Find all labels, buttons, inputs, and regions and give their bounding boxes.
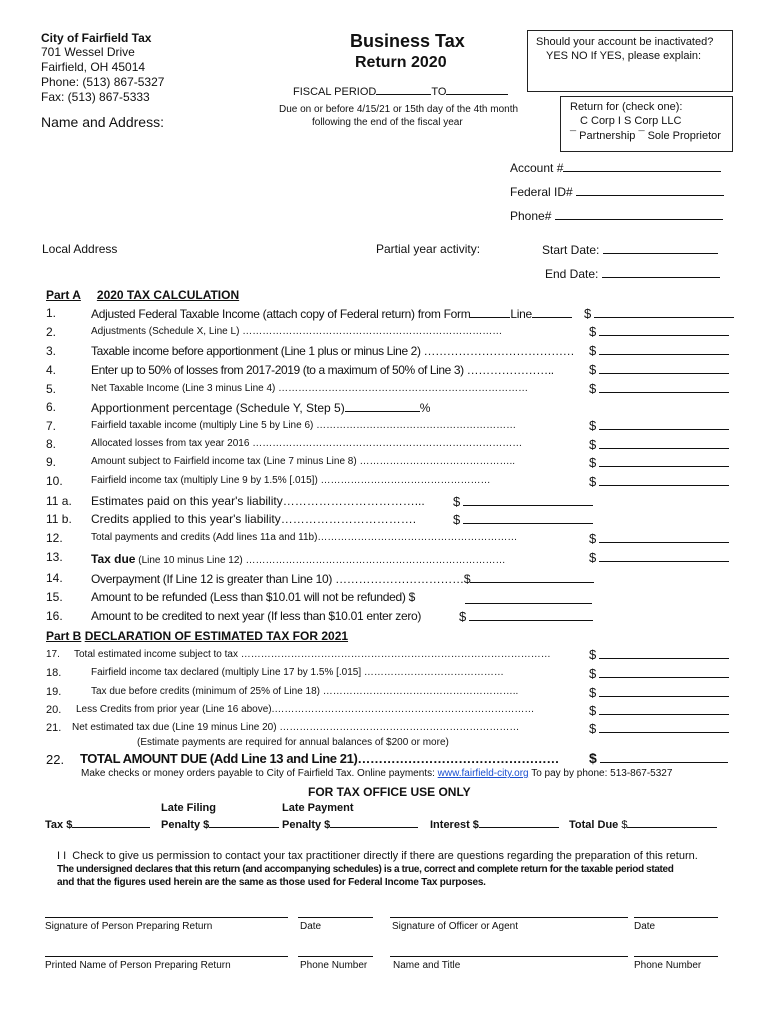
printed-name-label: Printed Name of Person Preparing Return (45, 960, 231, 971)
line-number: 19. (46, 686, 62, 698)
line-9-amount[interactable]: $ (589, 455, 729, 470)
fiscal-period-start-field[interactable] (376, 83, 431, 95)
line-text (91, 306, 572, 321)
fax-number: Fax: (513) 867-5333 (41, 90, 150, 104)
line-number: 20. (46, 704, 62, 716)
fiscal-period-end-field[interactable] (446, 83, 508, 95)
address-line-1: 701 Wessel Drive (41, 45, 135, 59)
line-22-amount[interactable]: $ (589, 750, 728, 766)
late-payment-penalty-label: Penalty $ (282, 819, 331, 831)
line-2-text: Adjustments (Schedule X, Line L) …………………………………………………………………… (91, 326, 503, 337)
line-number: 21. (46, 722, 62, 734)
total-due-dollar: $ (621, 819, 628, 831)
local-address-label: Local Address (42, 242, 118, 256)
return-for-label: Return for (check one): (570, 101, 683, 113)
part-b-label: Part B (46, 629, 82, 643)
line-18-amount[interactable]: $ (589, 666, 729, 681)
federal-id-field[interactable] (576, 184, 724, 196)
line-6-text (91, 400, 430, 415)
office-late-filing (161, 816, 279, 831)
payable-note (81, 768, 672, 779)
form-title: Business Tax (350, 31, 465, 51)
account-label: Account # (510, 161, 564, 175)
line-10-text: Fairfield income tax (multiply Line 9 by 1.5% [.015]) …………………………………………… (91, 475, 491, 486)
line-19-text: Tax due before credits (minimum of 25% of Line 18) ………………………………………………….. (91, 686, 519, 697)
permission-row (57, 850, 698, 862)
line-number: 7. (46, 419, 57, 433)
inactivate-question: Should your account be inactivated? (536, 36, 714, 48)
line-16-amount[interactable]: $ (459, 609, 593, 624)
line-19-amount[interactable]: $ (589, 685, 729, 700)
line-16-text: Amount to be credited to next year (If less than $10.01 enter zero) (91, 609, 422, 623)
line-field[interactable] (532, 306, 572, 318)
line-11a-amount[interactable]: $ (453, 494, 593, 509)
late-filing-penalty-label: Penalty $ (161, 819, 210, 831)
refund-field[interactable] (465, 603, 592, 604)
tax-due-text: (Line 10 minus Line 12) …………………………………………………………………… (135, 555, 506, 566)
start-date-label: Start Date: (542, 243, 600, 257)
line-number: 6. (46, 400, 57, 414)
line-number: 11 a. (46, 494, 72, 508)
interest-field[interactable] (479, 816, 559, 828)
date-line-2[interactable] (634, 917, 718, 918)
name-title-label: Name and Title (393, 960, 461, 971)
fiscal-period-label: FISCAL PERIOD (293, 86, 377, 98)
line-number: 18. (46, 667, 62, 679)
line-number: 12. (46, 531, 63, 545)
part-a-header (46, 288, 239, 302)
line-5-text: Net Taxable Income (Line 3 minus Line 4) ………………………………………………………………… (91, 383, 529, 394)
phone-field-row (510, 208, 723, 223)
account-number (510, 160, 721, 175)
permission-checkbox[interactable]: I I (57, 850, 67, 862)
city-name: City of Fairfield Tax (41, 31, 152, 45)
total-due-label: Total Due (569, 819, 619, 831)
overpayment-field[interactable] (470, 571, 594, 583)
line-number: 1. (46, 306, 57, 320)
form-field[interactable] (470, 306, 510, 318)
line-2-amount[interactable]: $ (589, 324, 729, 339)
federal-id-label: Federal ID# (510, 185, 573, 199)
line-13-text (91, 550, 506, 568)
phone-label-2: Phone Number (634, 960, 702, 971)
line-number: 11 b. (46, 512, 72, 526)
end-date-label: End Date: (545, 267, 599, 281)
line-3-text: Taxable income before apportionment (Line 1 plus or minus Line 2) ………………………………… (91, 344, 575, 358)
line-number: 8. (46, 437, 57, 451)
end-date-field[interactable] (602, 266, 720, 278)
start-date (542, 242, 718, 257)
phone-line-2[interactable] (634, 956, 718, 957)
line-13-amount[interactable]: $ (589, 550, 729, 565)
line-10-amount[interactable]: $ (589, 474, 729, 489)
office-tax-field[interactable] (72, 816, 150, 828)
percent-sign: % (419, 401, 431, 415)
office-interest (430, 816, 559, 831)
total-due-field[interactable] (627, 816, 717, 828)
tax-due-label: Tax due (91, 552, 136, 566)
partial-year-label: Partial year activity: (376, 242, 481, 256)
end-date (545, 266, 720, 281)
line-8-text: Allocated losses from tax year 2016 ……………………………………………………………………… (91, 438, 523, 449)
phone-line-1[interactable] (298, 956, 373, 957)
line-number: 16. (46, 609, 63, 623)
line-6-label: Apportionment percentage (Schedule Y, Step 5) (91, 401, 345, 415)
part-a-title: 2020 TAX CALCULATION (96, 288, 240, 302)
account-field[interactable] (563, 160, 721, 172)
address-line-2: Fairfield, OH 45014 (41, 60, 146, 74)
preparer-signature-line[interactable] (45, 917, 288, 918)
permission-text: Check to give us permission to contact your tax practitioner directly if there are questions regarding the preparation of this return. (72, 850, 698, 862)
line-1-text: Adjusted Federal Taxable Income (attach copy of Federal return) from Form (91, 307, 471, 321)
pay-by-phone-text: To pay by phone: 513-867-5327 (528, 768, 673, 779)
date-line-1[interactable] (298, 917, 373, 918)
overpayment-label: Overpayment (If Line 12 is greater than Line 10) …………………………… (91, 572, 464, 586)
date-label-2: Date (634, 921, 656, 932)
estimate-note: (Estimate payments are required for annual balances of $200 or more) (137, 737, 449, 748)
tax-label: Tax $ (45, 819, 73, 831)
line-number: 15. (46, 590, 63, 604)
line-20-amount[interactable]: $ (589, 703, 729, 718)
line-number: 22. (46, 752, 65, 767)
due-date-text-2: following the end of the fiscal year (312, 117, 463, 128)
line-17-text: Total estimated income subject to tax ………………………………………………………………………………… (74, 649, 551, 660)
part-b-title: DECLARATION OF ESTIMATED TAX FOR 2021 (84, 629, 349, 643)
line-21-amount[interactable]: $ (589, 721, 729, 736)
line-number: 10. (46, 474, 63, 488)
start-date-field[interactable] (603, 242, 718, 254)
phone-label: Phone# (510, 209, 552, 223)
interest-label: Interest $ (430, 819, 479, 831)
phone-label-1: Phone Number (300, 960, 368, 971)
line-11b-text: Credits applied to this year's liability……………………………. (91, 512, 417, 526)
line-22-text: TOTAL AMOUNT DUE (Add Line 13 and Line 21)………………………………………… (80, 751, 560, 766)
name-address-label: Name and Address: (41, 114, 164, 130)
line-number: 5. (46, 382, 57, 396)
line-12-text: Total payments and credits (Add lines 11a and 11b)…………………………………………………… (91, 532, 518, 543)
line-11a-text: Estimates paid on this year's liability……………………………... (91, 494, 425, 508)
line-21-text: Net estimated tax due (Line 19 minus Line 20) ……………………………………………………………… (72, 722, 520, 733)
line-number: 17. (46, 649, 60, 660)
line-label: Line (510, 307, 532, 321)
officer-signature-line[interactable] (390, 917, 628, 918)
return-type-row-1[interactable]: C Corp I S Corp LLC (580, 115, 682, 127)
line-7-amount[interactable]: $ (589, 418, 729, 433)
apportionment-field[interactable] (345, 400, 420, 412)
line-number: 14. (46, 571, 63, 585)
office-late-payment (282, 816, 418, 831)
officer-signature-label: Signature of Officer or Agent (392, 921, 519, 932)
name-title-line[interactable] (390, 956, 628, 957)
line-17-amount[interactable]: $ (589, 647, 729, 662)
declaration-text-1: The undersigned declares that this return (and accompanying schedules) is a true, correct and complete return for the taxable period stated (57, 864, 674, 875)
line-7-text: Fairfield taxable income (multiply Line 5 by Line 6) …………………………………………………… (91, 420, 517, 431)
fairfield-website-link[interactable]: www.fairfield-city.org (437, 768, 529, 779)
line-number: 13. (46, 550, 63, 564)
line-number: 9. (46, 455, 57, 469)
date-label-1: Date (300, 921, 322, 932)
late-filing-label: Late Filing (161, 802, 216, 814)
line-number: 4. (46, 363, 57, 377)
form-subtitle: Return 2020 (355, 54, 447, 71)
line-18-text: Fairfield income tax declared (multiply Line 17 by 1.5% [.015] …………………………………… (91, 667, 504, 678)
printed-name-line[interactable] (45, 956, 288, 957)
line-12-amount[interactable]: $ (589, 531, 729, 546)
federal-id (510, 184, 724, 199)
line-4-text: Enter up to 50% of losses from 2017-2019 (to a maximum of 50% of Line 3) ………………….. (91, 363, 554, 377)
phone-number: Phone: (513) 867-5327 (41, 75, 165, 89)
line-1-amount[interactable]: $ (584, 306, 734, 321)
line-15-text: Amount to be refunded (Less than $10.01 will not be refunded) $ (91, 590, 415, 604)
inactivate-options[interactable]: YES NO If YES, please explain: (546, 50, 702, 62)
line-5-amount[interactable]: $ (589, 381, 729, 396)
line-11b-amount[interactable]: $ (453, 512, 593, 527)
line-4-amount[interactable]: $ (589, 362, 729, 377)
line-3-amount[interactable]: $ (589, 343, 729, 358)
part-b-header (46, 629, 348, 643)
late-payment-field[interactable] (330, 816, 418, 828)
line-20-text: Less Credits from prior year (Line 16 above).…………………………………………………………………… (76, 704, 535, 715)
line-9-text: Amount subject to Fairfield income tax (Line 7 minus Line 8) ……………………………………….. (91, 456, 516, 467)
late-payment-label: Late Payment (282, 802, 354, 814)
payable-text: Make checks or money orders payable to City of Fairfield Tax. Online payments: (81, 768, 438, 779)
declaration-text-2: and that the figures used herein are the same as those used for Federal Income Tax purposes. (57, 877, 486, 888)
phone-field[interactable] (555, 208, 723, 220)
office-tax (45, 816, 150, 831)
line-number: 2. (46, 325, 57, 339)
fiscal-period (293, 83, 508, 98)
fiscal-to-label: TO (431, 86, 447, 98)
line-8-amount[interactable]: $ (589, 437, 729, 452)
late-filing-field[interactable] (209, 816, 279, 828)
preparer-signature-label: Signature of Person Preparing Return (45, 921, 213, 932)
office-total-due (569, 816, 717, 831)
office-use-title: FOR TAX OFFICE USE ONLY (308, 785, 471, 799)
line-number: 3. (46, 344, 57, 358)
part-a-label: Part A (46, 288, 81, 302)
line-14-text: Overpayment (If Line 12 is greater than Line 10) ……………………………$ (91, 571, 594, 586)
return-type-row-2[interactable]: ¯ Partnership ¯ Sole Proprietor (570, 130, 721, 142)
due-date-text: Due on or before 4/15/21 or 15th day of the 4th month (279, 104, 519, 115)
